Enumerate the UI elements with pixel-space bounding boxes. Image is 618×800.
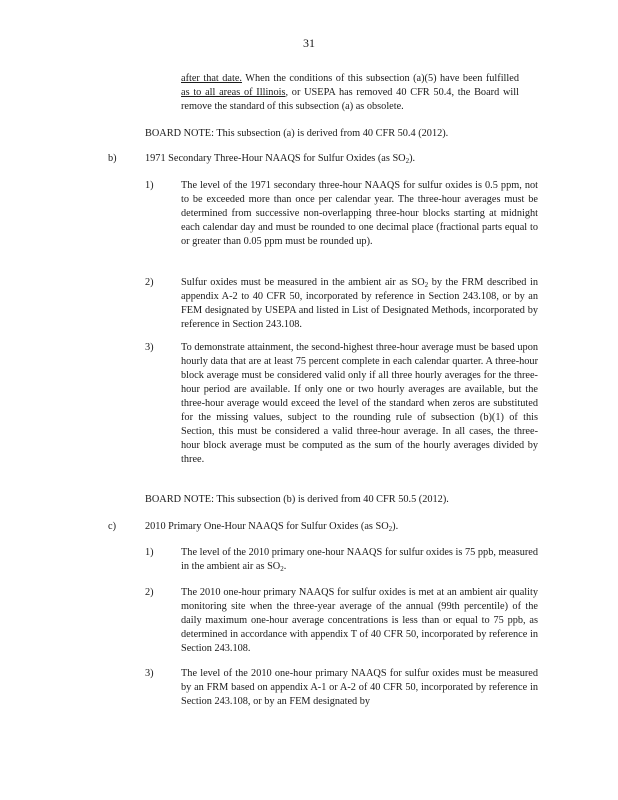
paragraph-text: When the conditions of this subsection (a)(5) have been fulfilled	[241, 73, 519, 84]
heading-text: 1971 Secondary Three-Hour NAAQS for Sulfur Oxides (as SO	[145, 153, 406, 164]
subscript: 2	[405, 157, 410, 165]
paragraph-text: by the FRM described in appendix A-2 to 40 CFR 50, incorporated by reference in Section 243.108, or by an FEM designated by USEPA and listed in List of Designated Methods, incorporated by reference in Section 243.108.	[181, 277, 538, 330]
section-c-heading	[145, 520, 525, 534]
heading-text: 2010 Primary One-Hour NAAQS for Sulfur Oxides (as SO	[145, 521, 389, 532]
item-text: The level of the 1971 secondary three-hour NAAQS for sulfur oxides is 0.5 ppm, not to be exceeded more than once per calendar year. The three-hour averages must be determined from successive non-overlapping three-hour blocks starting at midnight each calendar day and must be rounded to one decimal place (fractional parts equal to or greater than 0.05 ppm must be rounded up).	[181, 180, 538, 247]
paragraph-text: .	[283, 561, 287, 572]
paragraph-text: Sulfur oxides must be measured in the ambient air as SO	[181, 277, 425, 288]
heading-text: ).	[392, 521, 399, 532]
paragraph-text: The level of the 2010 primary one-hour NAAQS for sulfur oxides is 75 ppb, measured in the ambient air as SO	[181, 547, 538, 572]
board-note-a: BOARD NOTE: This subsection (a) is derived from 40 CFR 50.4 (2012).	[145, 128, 449, 139]
subscript: 2	[388, 525, 393, 533]
section-b-label: b)	[108, 153, 117, 164]
section-b-heading	[145, 152, 525, 166]
item-text	[181, 546, 538, 574]
board-note-b: BOARD NOTE: This subsection (b) is derived from 40 CFR 50.5 (2012).	[145, 494, 449, 505]
item-text: The 2010 one-hour primary NAAQS for sulfur oxides is met at an ambient air quality monitoring site when the three-year average of the annual (99th percentile) of the daily maximum one-hour average concentrations is less than or equal to 75 ppb, as determined in accordance with appendix T of 40 CFR 50, incorporated by reference in Section 243.108.	[181, 587, 538, 654]
underlined-text: after that date.	[181, 73, 242, 84]
item-label: 3)	[145, 342, 154, 353]
section-c-label: c)	[108, 521, 116, 532]
carryover-paragraph	[181, 72, 519, 114]
item-label: 1)	[145, 180, 154, 191]
subscript: 2	[280, 565, 284, 573]
underlined-text: as to all areas of Illinois	[181, 87, 286, 98]
paragraph-text: , or USEPA has removed 40 CFR 50.4, the Board will remove the standard of this subsection (a) as obsolete.	[181, 87, 519, 112]
item-label: 3)	[145, 668, 154, 679]
item-label: 2)	[145, 587, 154, 598]
item-text	[181, 276, 538, 332]
heading-text: ).	[409, 153, 416, 164]
item-label: 1)	[145, 547, 154, 558]
item-text: The level of the 2010 one-hour primary NAAQS for sulfur oxides must be measured by an FRM based on appendix A-1 or A-2 of 40 CFR 50, incorporated by reference in Section 243.108, or by an FEM designated by	[181, 668, 538, 707]
item-text: To demonstrate attainment, the second-highest three-hour average must be based upon hourly data that are at least 75 percent complete in each calendar quarter. A three-hour block average must be considered valid only if all three hourly averages for the three-hour period are available. If only one or two hourly averages are available, but the three-hour average would exceed the level of the standard when zeros are substituted for the missing values, subject to the rounding rule of subsection (b)(1) of this Section, this must be considered a valid three-hour average. In all cases, the three-hour block average must be computed as the sum of the hourly averages divided by three.	[181, 342, 538, 465]
subscript: 2	[424, 281, 429, 289]
item-label: 2)	[145, 277, 154, 288]
page-number: 31	[303, 36, 315, 50]
